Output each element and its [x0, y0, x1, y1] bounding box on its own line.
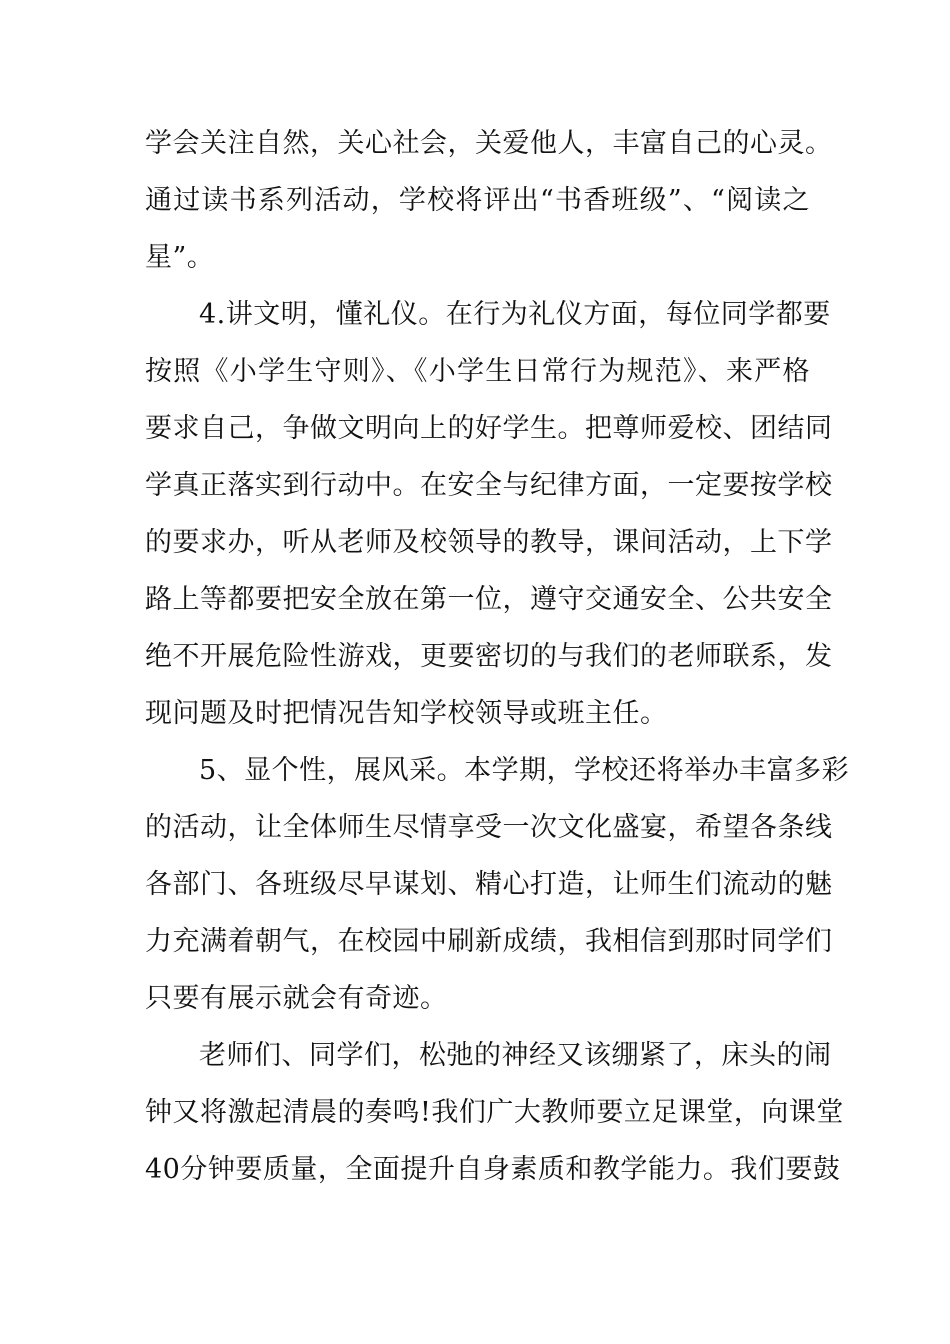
- text-line: 路上等都要把安全放在第一位，遵守交通安全、公共安全: [145, 584, 833, 615]
- text-line: 老师们、同学们，松弛的神经又该绷紧了，床头的闹: [199, 1040, 832, 1071]
- text-line: 通过读书系列活动，学校将评出“书香班级”、“阅读之: [145, 185, 810, 216]
- text-line: 4.讲文明，懂礼仪。在行为礼仪方面，每位同学都要: [199, 299, 831, 330]
- text-line: 学真正落实到行动中。在安全与纪律方面，一定要按学校: [145, 470, 833, 501]
- text-line: 的要求办，听从老师及校领导的教导，课间活动，上下学: [145, 527, 833, 558]
- text-line: 钟又将激起清晨的奏鸣!我们广大教师要立足课堂，向课堂: [145, 1097, 844, 1128]
- text-line: 学会关注自然，关心社会，关爱他人，丰富自己的心灵。: [145, 128, 833, 159]
- text-line: 5、显个性，展风采。本学期，学校还将举办丰富多彩: [199, 755, 850, 786]
- text-line: 力充满着朝气，在校园中刷新成绩，我相信到那时同学们: [145, 926, 833, 957]
- text-line: 星”。: [145, 242, 215, 273]
- text-line: 要求自己，争做文明向上的好学生。把尊师爱校、团结同: [145, 413, 833, 444]
- text-line: 按照《小学生守则》、《小学生日常行为规范》、来严格: [145, 356, 810, 387]
- text-line: 绝不开展危险性游戏，更要密切的与我们的老师联系，发: [145, 641, 833, 672]
- text-line: 只要有展示就会有奇迹。: [145, 983, 448, 1014]
- text-line: 40分钟要质量，全面提升自身素质和教学能力。我们要鼓: [145, 1154, 841, 1185]
- text-line: 各部门、各班级尽早谋划、精心打造，让师生们流动的魅: [145, 869, 833, 900]
- text-line: 现问题及时把情况告知学校领导或班主任。: [145, 698, 668, 729]
- text-line: 的活动，让全体师生尽情享受一次文化盛宴，希望各条线: [145, 812, 833, 843]
